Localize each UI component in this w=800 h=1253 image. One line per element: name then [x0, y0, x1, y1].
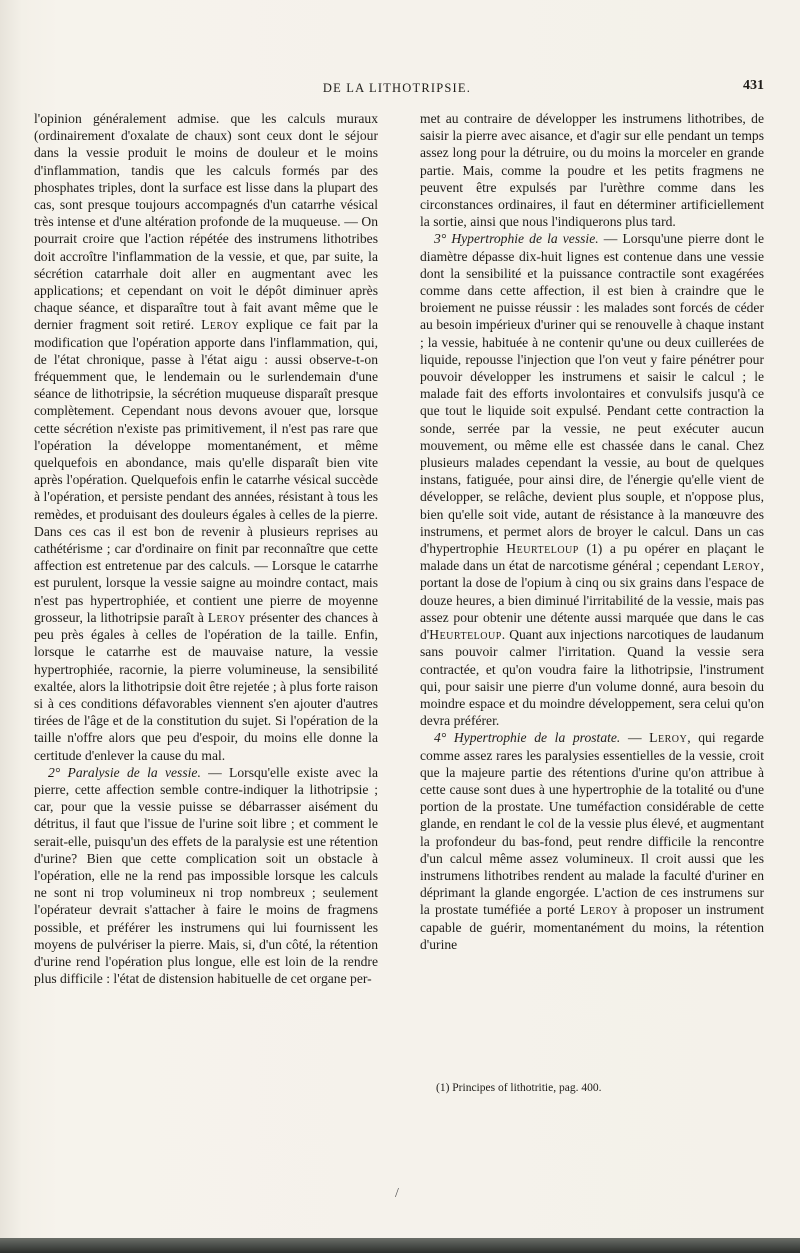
right-paragraph-1	[420, 110, 764, 230]
left-column	[34, 110, 378, 987]
text-run: l'opinion généralement admise. que les calculs muraux (ordinairement d'oxalate de chaux) sont ceux dont le séjour dans la vessie produit le moins de douleur et le moins d'inflammation, tandis que les calculs formés par des phosphates triples, dont la surface est lisse dans la plupart des cas, sont presque toujours accompagnés d'un catarrhe vésical très intense et d'une altération profonde de la muqueuse. — On pourrait croire que l'action répétée des instrumens lithotribes doit accroître l'inflammation de la vessie, et que, par suite, la sécrétion catarrhale doit aller en augmentant avec les applications; et cependant on voit le dépôt diminuer après chaque séance, et disparaître tout à fait avant même que le dernier fragment soit retiré.	[34, 111, 378, 333]
page-header	[30, 78, 764, 100]
text-run: explique ce fait par la modification que l'opération apporte dans l'inflammation, qui, de l'état chronique, passe à l'état aigu : aussi observe-t-on fréquemment que, le lendemain ou le surlendemain d'une séance de lithotripsie, la sécrétion muqueuse disparaît presque complètement. Cependant nous devons avouer que, lorsque cette sécrétion n'existe pas primitivement, il n'est pas rare que l'opération la développe momentanément, et même quelquefois en abondance, mais qu'elle disparaît bien vite après l'opération. Quelquefois enfin le catarrhe vésical succède à l'opération, et persiste pendant des années, résistant à tous les remèdes, et produisant des douleurs égales à celles de la pierre. Dans ces cas il est bon de revenir à plusieurs reprises au cathétérisme ; car d'ordinaire on finit par reconnaître que cette affection est entretenue par des calculs. — Lorsque le catarrhe est purulent, lorsque la vessie saigne au moindre contact, mais n'est pas hypertrophiée, et contient une pierre de moyenne grosseur, la lithotripsie paraît à	[34, 317, 378, 625]
author-name: Leroy	[649, 730, 688, 746]
running-title: DE LA LITHOTRIPSIE.	[322, 81, 472, 95]
text-run: présenter des chances à peu près égales à celles de l'opération de la taille. Enfin, lorsque le catarrhe est de mauvaise nature, la vessie hypertrophiée, racornie, la pierre volumineuse, la sensibilité exaltée, alors la lithotripsie doit être rejetée ; à plus forte raison si à ces conditions défavorables viennent s'en ajouter d'autres tirées de l'âge et de la constitution du sujet. Si l'opération de la taille n'offre alors que peu d'espoir, du moins elle donne la certitude d'enlever la cause du mal.	[34, 609, 379, 763]
author-name: Heurteloup	[429, 627, 502, 643]
text-run: (1) a pu opérer en plaçant le malade dans un état de narcotisme général ; cependant	[420, 541, 764, 574]
author-name: Heurteloup	[506, 541, 579, 557]
text-run: . Quant aux injections narcotiques de laudanum sans pouvoir calmer l'irritation. Quand la vessie sera contractée, et qu'on voudra faire la lithotripsie, l'instrument qui, pour saisir une pierre d'un volume donné, aura besoin du moindre espace et du moindre développement, sera celui qu'on devra préférer.	[420, 627, 764, 729]
right-column	[420, 110, 764, 953]
footnote: (1) Principes of lithotritie, pag. 400.	[436, 1082, 602, 1094]
left-paragraph-1	[34, 110, 378, 764]
page-number: 431	[743, 78, 764, 93]
section-heading: 2° Paralysie de la vessie.	[48, 764, 201, 780]
section-heading: 4° Hypertrophie de la prostate.	[434, 730, 621, 746]
text-run: —	[627, 730, 642, 746]
author-name: Leroy	[207, 609, 246, 625]
scan-bottom-edge	[0, 1238, 800, 1253]
section-heading: 3° Hypertrophie de la vessie.	[434, 231, 599, 247]
text-run: — Lorsqu'une pierre dont le diamètre dépasse dix-huit lignes est contenue dans une vessie dont la sensibilité et la puissance contractile sont exagérées comme dans cette affection, il est bien à craindre que le broiement ne puisse réussir : les malades sont forcés de céder au besoin impérieux d'uriner qui se renouvelle à chaque instant ; la vessie, habituée à ne contenir qu'une ou deux cuillerées de liquide, repousse l'injection que l'on veut y faire pénétrer pour pouvoir développer les instrumens et saisir le calcul ; le malade fait des efforts involontaires et convulsifs jusqu'à ce que tout le liquide soit expulsé. Pendant cette contraction la sonde, serrée par la vessie, ne peut exécuter aucun mouvement, ou même elle est chassée dans le canal. Chez plusieurs malades cependant la vessie, au bout de quelques instans, fatiguée, pour ainsi dire, de l'énergie qu'elle vient de développer, se relâche, devient plus souple, et n'oppose plus, bien qu'elle soit vide, autant de résistance à la manœuvre des instrumens, et permet alors de broyer le calcul. Dans un cas d'hypertrophie	[420, 231, 765, 557]
author-name: Leroy	[201, 317, 240, 333]
text-run: , qui regarde comme assez rares les paralysies essentielles de la vessie, croit que la majeure partie des rétentions d'urine qu'on attribue à cette cause sont dues à une hypertrophie de la totalité ou d'une portion de la prostate. Une tuméfaction considérable de cette glande, en rendant le col de la vessie plus élevé, et augmentant la profondeur du bas-fond, peut rendre difficile la rencontre d'un calcul même assez volumineux. Il croit aussi que les instrumens lithotribes rendent au malade la faculté d'uriner en déprimant la glande engorgée. L'action de ces instrumens sur la prostate tuméfiée a porté	[420, 730, 764, 918]
author-name: Leroy	[580, 902, 619, 918]
text-run: , portant la dose de l'opium à cinq ou six grains dans l'espace de douze heures, a bien diminué l'irritabilité de la vessie, mais pas assez pour obtenir une détente aussi marquée que dans le cas d'	[420, 558, 764, 643]
right-paragraph-3	[420, 729, 764, 953]
right-paragraph-2	[420, 230, 764, 729]
text-run: à proposer un instrument capable de guérir, momentanément du moins, la rétention d'urine	[420, 902, 764, 952]
text-run: met au contraire de développer les instrumens lithotribes, de saisir la pierre avec aisance, et d'agir sur elle pendant un temps assez long pour la détruire, ou du moins la morceler en grande partie. Mais, comme la poudre et les petits fragmens ne peuvent être expulsés par l'urèthre comme dans les circonstances ordinaires, il faut en déterminer artificiellement la sortie, ainsi que nous l'indiquerons plus tard.	[420, 111, 764, 230]
text-run: — Lorsqu'elle existe avec la pierre, cette affection semble contre-indiquer la lithotripsie ; car, pour que la vessie puisse se débarrasser aisément du détritus, il faut que l'issue de l'urine soit libre ; et comment le serait-elle, puisqu'un des effets de la paralysie est une rétention d'urine? Bien que cette complication soit un obstacle à l'opération, elle ne la rend pas impossible lorsque les calculs ne sont ni trop volumineux ni trop nombreux ; seulement l'opérateur devrait s'attacher à faire le moins de fragmens possible, et préférer les instrumens qui lui fournissent les moyens de pulvériser la pierre. Mais, si, d'un côté, la rétention d'urine rend l'opération plus longue, elle est loin de la rendre plus difficile : l'état de distension habituelle de cet organe per-	[34, 764, 378, 987]
left-paragraph-2	[34, 764, 378, 988]
scan-mark: /	[395, 1186, 399, 1201]
author-name: Leroy	[722, 558, 761, 574]
